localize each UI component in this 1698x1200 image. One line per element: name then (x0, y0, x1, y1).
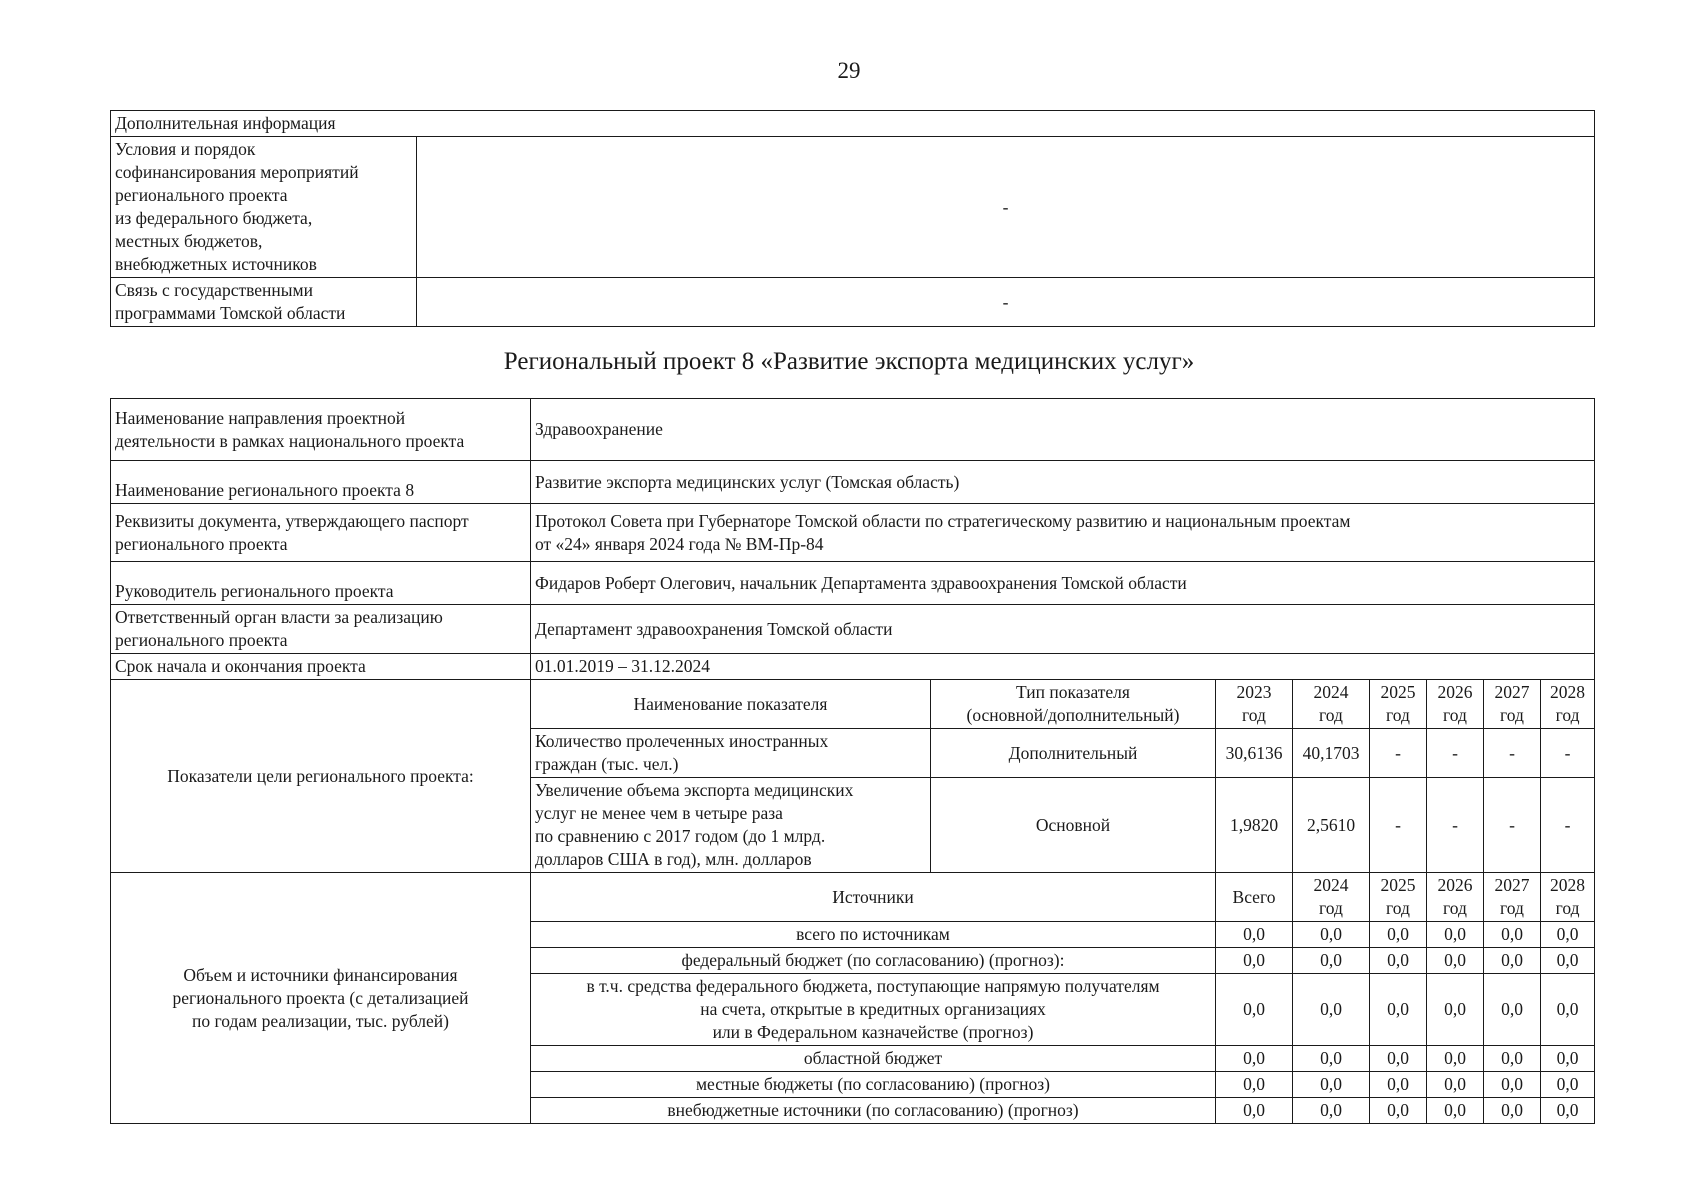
indicators-year-header: 2026 год (1427, 680, 1484, 729)
financing-label: Объем и источники финансирования регионального проекта (с детализацией по годам реализации, тыс. рублей) (111, 873, 531, 1124)
responsible-body-value: Департамент здравоохранения Томской области (531, 605, 1595, 654)
indicator-value: - (1427, 778, 1484, 873)
financing-value: 0,0 (1370, 1046, 1427, 1072)
indicator-value: - (1541, 729, 1595, 778)
additional-info-header: Дополнительная информация (111, 111, 1595, 137)
indicators-col-name: Наименование показателя (531, 680, 931, 729)
project-head-label: Руководитель регионального проекта (111, 562, 531, 605)
financing-value: 0,0 (1541, 1046, 1595, 1072)
financing-value: 0,0 (1541, 1072, 1595, 1098)
indicator-value: - (1427, 729, 1484, 778)
financing-value: 0,0 (1293, 922, 1370, 948)
financing-value: 0,0 (1293, 1046, 1370, 1072)
financing-value: 0,0 (1484, 948, 1541, 974)
indicator-name: Увеличение объема экспорта медицинских услуг не менее чем в четыре раза по сравнению с 2017 годом (до 1 млрд. долларов США в год), млн. долларов (531, 778, 931, 873)
indicator-name: Количество пролеченных иностранных граждан (тыс. чел.) (531, 729, 931, 778)
financing-year-header: 2026 год (1427, 873, 1484, 922)
financing-year-header: 2027 год (1484, 873, 1541, 922)
financing-value: 0,0 (1541, 948, 1595, 974)
financing-value: 0,0 (1427, 974, 1484, 1046)
programs-link-label: Связь с государственными программами Томской области (111, 278, 417, 327)
financing-value: 0,0 (1427, 1098, 1484, 1124)
financing-value: 0,0 (1370, 922, 1427, 948)
financing-value: 0,0 (1541, 974, 1595, 1046)
financing-value: 0,0 (1484, 922, 1541, 948)
financing-value: 0,0 (1370, 1098, 1427, 1124)
project-head-value: Фидаров Роберт Олегович, начальник Департамента здравоохранения Томской области (531, 562, 1595, 605)
financing-value: 0,0 (1541, 1098, 1595, 1124)
indicator-type: Дополнительный (931, 729, 1216, 778)
cofinancing-value: - (417, 137, 1595, 278)
additional-info-table (110, 110, 1595, 327)
indicator-value: - (1370, 729, 1427, 778)
financing-col-sources: Источники (531, 873, 1216, 922)
project-name-value: Развитие экспорта медицинских услуг (Томская область) (531, 461, 1595, 504)
project-term-label: Срок начала и окончания проекта (111, 654, 531, 680)
indicator-type: Основной (931, 778, 1216, 873)
document-value: Протокол Совета при Губернаторе Томской области по стратегическому развитию и национальным проектам от «24» января 2024 года № ВМ-Пр-84 (531, 504, 1595, 562)
indicator-value: 40,1703 (1293, 729, 1370, 778)
project-term-value: 01.01.2019 – 31.12.2024 (531, 654, 1595, 680)
financing-value: 0,0 (1216, 948, 1293, 974)
financing-value: 0,0 (1484, 1072, 1541, 1098)
indicators-year-header: 2027 год (1484, 680, 1541, 729)
indicators-year-header: 2025 год (1370, 680, 1427, 729)
indicator-value: 2,5610 (1293, 778, 1370, 873)
financing-source: всего по источникам (531, 922, 1216, 948)
cofinancing-label: Условия и порядок софинансирования мероприятий регионального проекта из федерального бюджета, местных бюджетов, внебюджетных источников (111, 137, 417, 278)
financing-source: федеральный бюджет (по согласованию) (прогноз): (531, 948, 1216, 974)
indicators-year-header: 2023 год (1216, 680, 1293, 729)
financing-value: 0,0 (1370, 1072, 1427, 1098)
direction-value: Здравоохранение (531, 399, 1595, 461)
responsible-body-label: Ответственный орган власти за реализацию регионального проекта (111, 605, 531, 654)
financing-source: местные бюджеты (по согласованию) (прогноз) (531, 1072, 1216, 1098)
financing-value: 0,0 (1484, 974, 1541, 1046)
financing-value: 0,0 (1541, 922, 1595, 948)
document-label: Реквизиты документа, утверждающего паспорт регионального проекта (111, 504, 531, 562)
financing-source: внебюджетные источники (по согласованию) (прогноз) (531, 1098, 1216, 1124)
financing-value: 0,0 (1216, 1098, 1293, 1124)
indicator-value: 1,9820 (1216, 778, 1293, 873)
financing-year-header: 2024 год (1293, 873, 1370, 922)
financing-value: 0,0 (1216, 974, 1293, 1046)
financing-value: 0,0 (1216, 1072, 1293, 1098)
financing-year-header: 2028 год (1541, 873, 1595, 922)
programs-link-value: - (417, 278, 1595, 327)
financing-value: 0,0 (1427, 1072, 1484, 1098)
financing-source: в т.ч. средства федерального бюджета, поступающие напрямую получателям на счета, открытые в кредитных организациях или в Федеральном казначействе (прогноз) (531, 974, 1216, 1046)
financing-value: 0,0 (1370, 948, 1427, 974)
financing-value: 0,0 (1370, 974, 1427, 1046)
financing-source: областной бюджет (531, 1046, 1216, 1072)
financing-value: 0,0 (1216, 1046, 1293, 1072)
indicators-label: Показатели цели регионального проекта: (111, 680, 531, 873)
financing-value: 0,0 (1427, 922, 1484, 948)
direction-label: Наименование направления проектной деятельности в рамках национального проекта (111, 399, 531, 461)
indicator-value: - (1484, 729, 1541, 778)
indicator-value: - (1370, 778, 1427, 873)
financing-value: 0,0 (1427, 1046, 1484, 1072)
financing-value: 0,0 (1427, 948, 1484, 974)
indicators-year-header: 2024 год (1293, 680, 1370, 729)
page-number: 29 (837, 58, 861, 83)
financing-value: 0,0 (1293, 1072, 1370, 1098)
financing-value: 0,0 (1216, 922, 1293, 948)
financing-value: 0,0 (1484, 1046, 1541, 1072)
financing-value: 0,0 (1293, 974, 1370, 1046)
indicators-col-type: Тип показателя (основной/дополнительный) (931, 680, 1216, 729)
financing-value: 0,0 (1293, 1098, 1370, 1124)
project-passport-table (110, 398, 1595, 1124)
indicator-value: - (1541, 778, 1595, 873)
financing-value: 0,0 (1293, 948, 1370, 974)
financing-year-header: 2025 год (1370, 873, 1427, 922)
financing-col-total: Всего (1216, 873, 1293, 922)
project-name-label: Наименование регионального проекта 8 (111, 461, 531, 504)
project-heading: Региональный проект 8 «Развитие экспорта медицинских услуг» (503, 348, 1195, 375)
indicators-year-header: 2028 год (1541, 680, 1595, 729)
financing-value: 0,0 (1484, 1098, 1541, 1124)
indicator-value: - (1484, 778, 1541, 873)
indicator-value: 30,6136 (1216, 729, 1293, 778)
